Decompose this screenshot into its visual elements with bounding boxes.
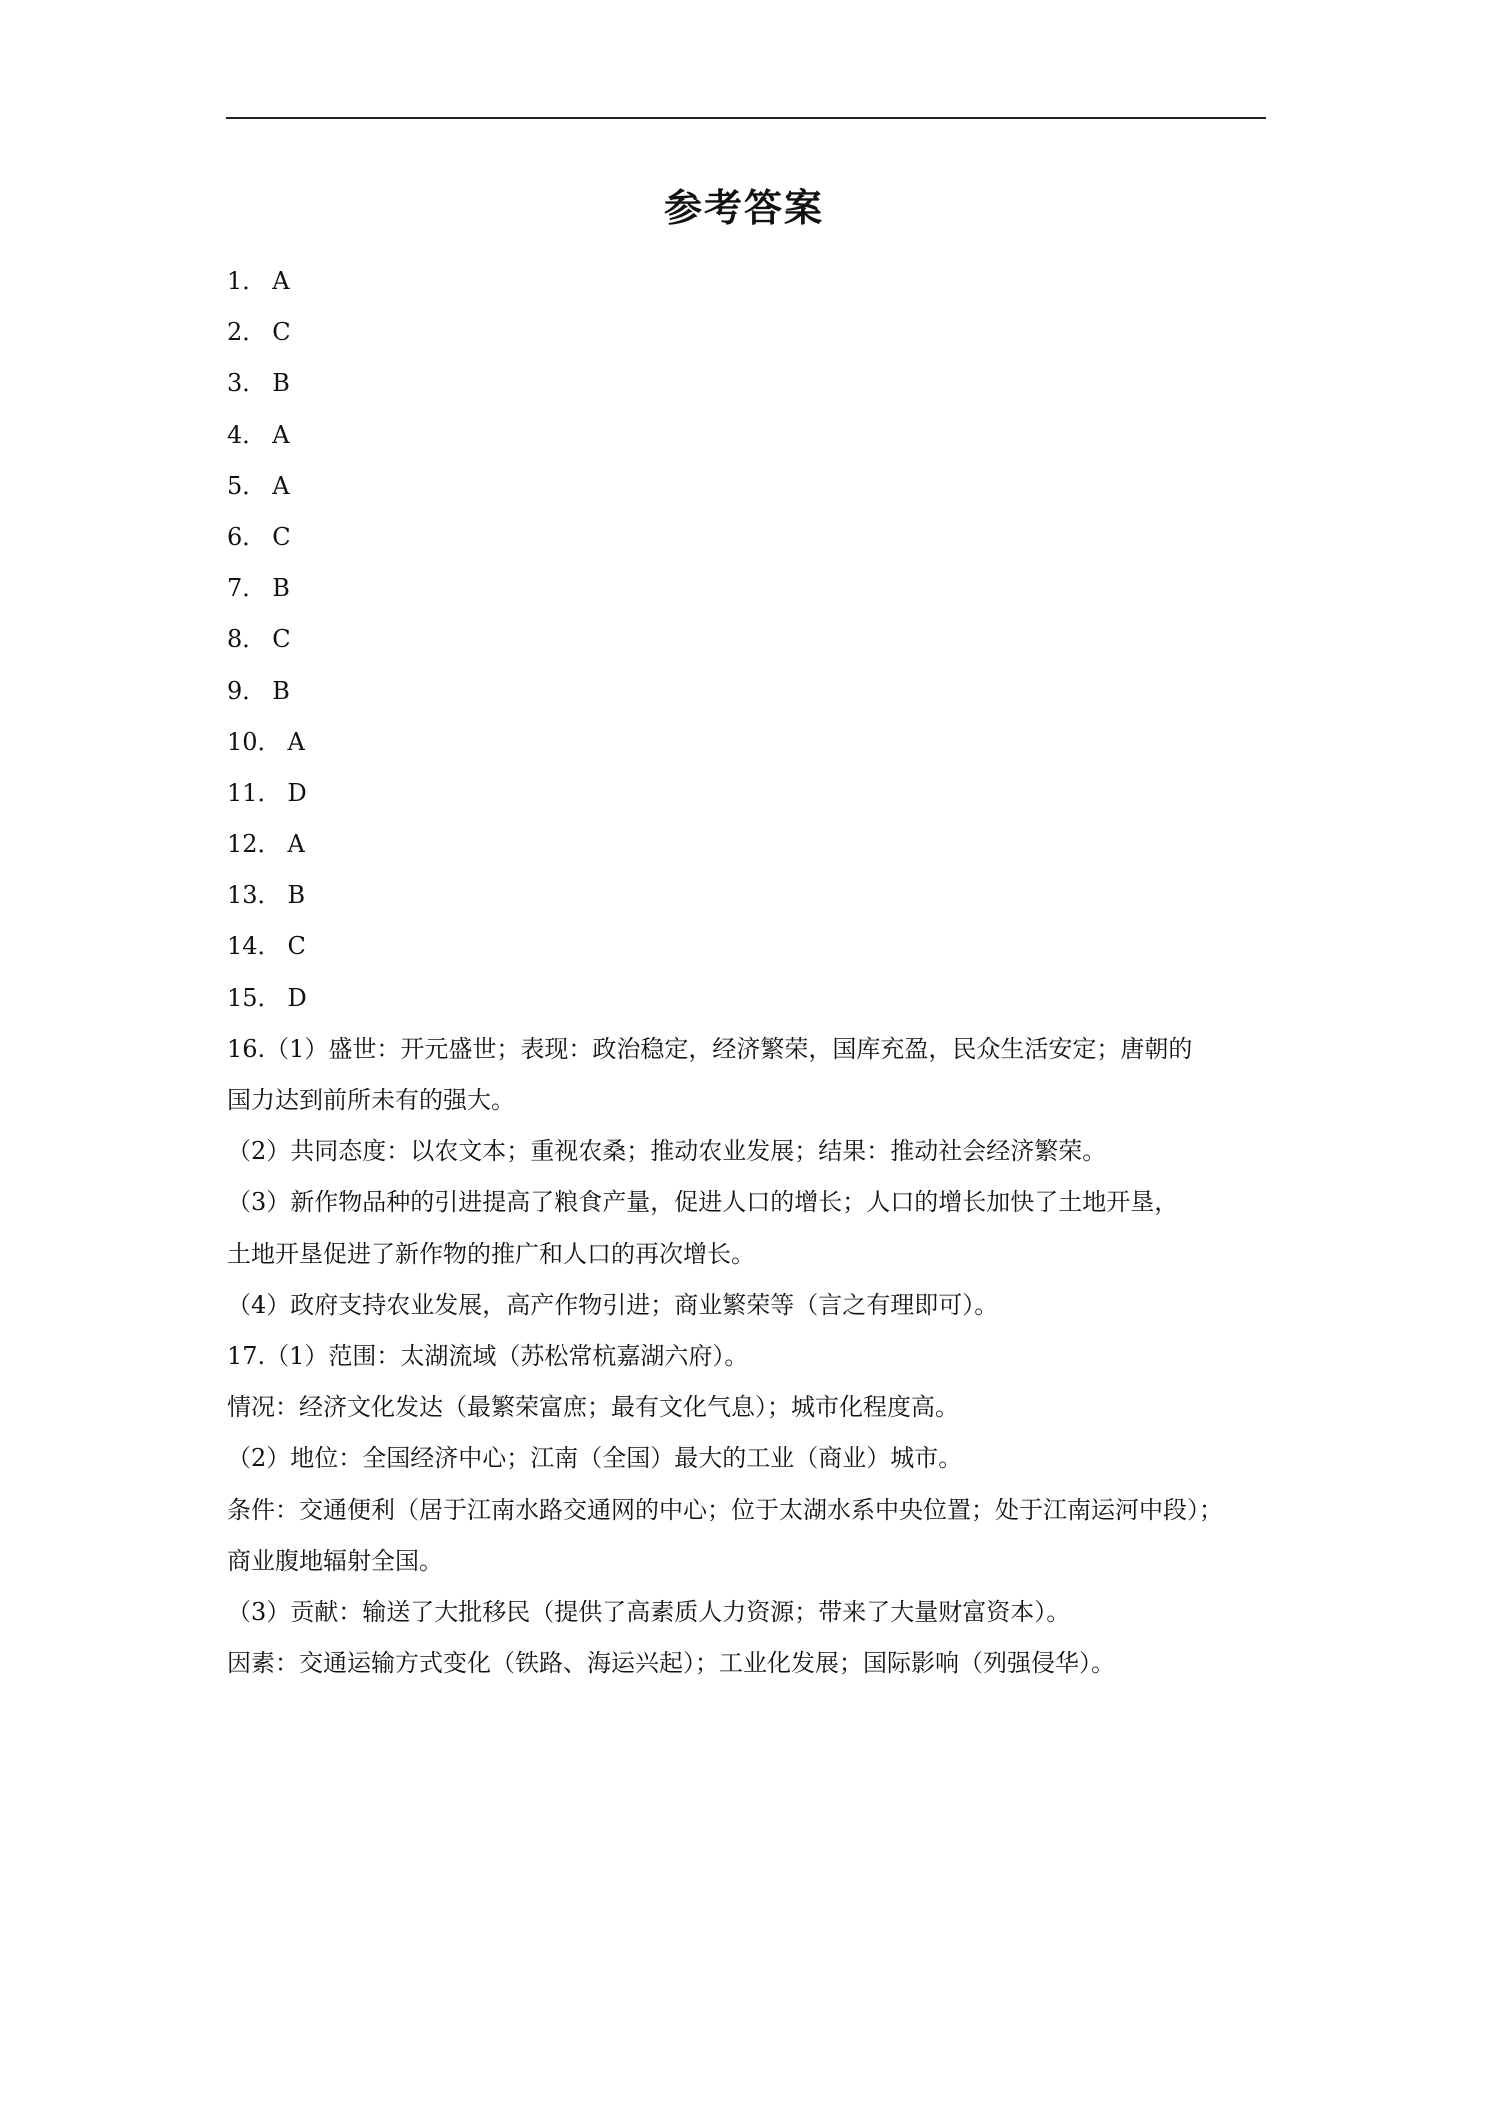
choice-answer-list (227, 256, 1272, 1024)
question-number: 8． (227, 625, 267, 654)
answer-content (227, 256, 1272, 1689)
choice-answer-item (227, 307, 1272, 358)
answer-letter: B (272, 369, 290, 398)
question-number: 9． (227, 676, 267, 705)
question-number: 11． (227, 778, 282, 807)
answer-letter: A (287, 727, 305, 756)
answer-text-line: （3）贡献：输送了大批移民（提供了高素质人力资源；带来了大量财富资本）。 (227, 1597, 1071, 1626)
answer-text-line: 条件：交通便利（居于江南水路交通网的中心；位于太湖水系中央位置；处于江南运河中段）； (227, 1495, 1223, 1524)
choice-answer-item (227, 410, 1272, 461)
choice-answer-item (227, 358, 1272, 409)
choice-answer-item (227, 768, 1272, 819)
question-number: 15． (227, 983, 282, 1012)
choice-answer-item (227, 717, 1272, 768)
question-number: 3． (227, 369, 267, 398)
answer-text-line: 土地开垦促进了新作物的推广和人口的再次增长。 (227, 1239, 755, 1268)
answer-text-line: 商业腹地辐射全国。 (227, 1546, 443, 1575)
answer-letter: D (287, 983, 307, 1012)
question-number: 13． (227, 881, 282, 910)
choice-answer-item (227, 870, 1272, 921)
question-number: 4． (227, 420, 267, 449)
answer-text-line: 国力达到前所未有的强大。 (227, 1086, 515, 1114)
choice-answer-item (227, 973, 1272, 1024)
answer-text-line: （3）新作物品种的引进提高了粮食产量，促进人口的增长；人口的增长加快了土地开垦， (227, 1188, 1179, 1217)
choice-answer-item (227, 256, 1272, 307)
answer-letter: C (272, 318, 291, 347)
page-title: 参考答案 (663, 186, 824, 230)
answer-letter: C (272, 625, 291, 654)
answer-text-line: （2）共同态度：以农文本；重视农桑；推动农业发展；结果：推动社会经济繁荣。 (227, 1137, 1107, 1166)
answer-text-line: 因素：交通运输方式变化（铁路、海运兴起）；工业化发展；国际影响（列强侵华）。 (227, 1649, 1115, 1678)
answer-letter: B (272, 574, 290, 603)
question-number: 2． (227, 318, 267, 347)
answer-letter: D (287, 778, 307, 807)
question-number: 12． (227, 830, 282, 859)
answer-letter: C (287, 932, 306, 961)
choice-answer-item (227, 921, 1272, 972)
choice-answer-item (227, 819, 1272, 870)
question-number: 5． (227, 471, 267, 500)
choice-answer-item (227, 614, 1272, 665)
answer-letter: C (272, 522, 291, 551)
answer-letter: B (287, 881, 306, 910)
question-16-answer (227, 1024, 1272, 1331)
choice-answer-item (227, 512, 1272, 563)
answer-text-line: （4）政府支持农业发展，高产作物引进；商业繁荣等（言之有理即可）。 (227, 1290, 999, 1319)
choice-answer-item (227, 563, 1272, 614)
answer-letter: A (272, 267, 290, 295)
answer-letter: A (287, 830, 305, 859)
question-number: 6． (227, 522, 267, 551)
question-number: 7． (227, 574, 267, 603)
choice-answer-item (227, 461, 1272, 512)
answer-text-line: （2）地位：全国经济中心；江南（全国）最大的工业（商业）城市。 (227, 1444, 963, 1473)
question-number: 14． (227, 932, 282, 961)
answer-letter: B (272, 676, 290, 705)
question-number: 1． (227, 267, 267, 295)
answer-letter: A (272, 471, 290, 500)
choice-answer-item (227, 666, 1272, 717)
answer-text-line: 16.（1）盛世：开元盛世；表现：政治稳定，经济繁荣，国库充盈，民众生活安定；唐朝的 (227, 1034, 1193, 1063)
question-17-answer (227, 1331, 1272, 1689)
answer-text-line: 情况：经济文化发达（最繁荣富庶；最有文化气息）；城市化程度高。 (227, 1393, 959, 1422)
header-rule (226, 117, 1266, 119)
answer-text-line: 17.（1）范围：太湖流域（苏松常杭嘉湖六府）。 (227, 1341, 749, 1370)
answer-letter: A (272, 420, 290, 449)
question-number: 10． (227, 727, 282, 756)
